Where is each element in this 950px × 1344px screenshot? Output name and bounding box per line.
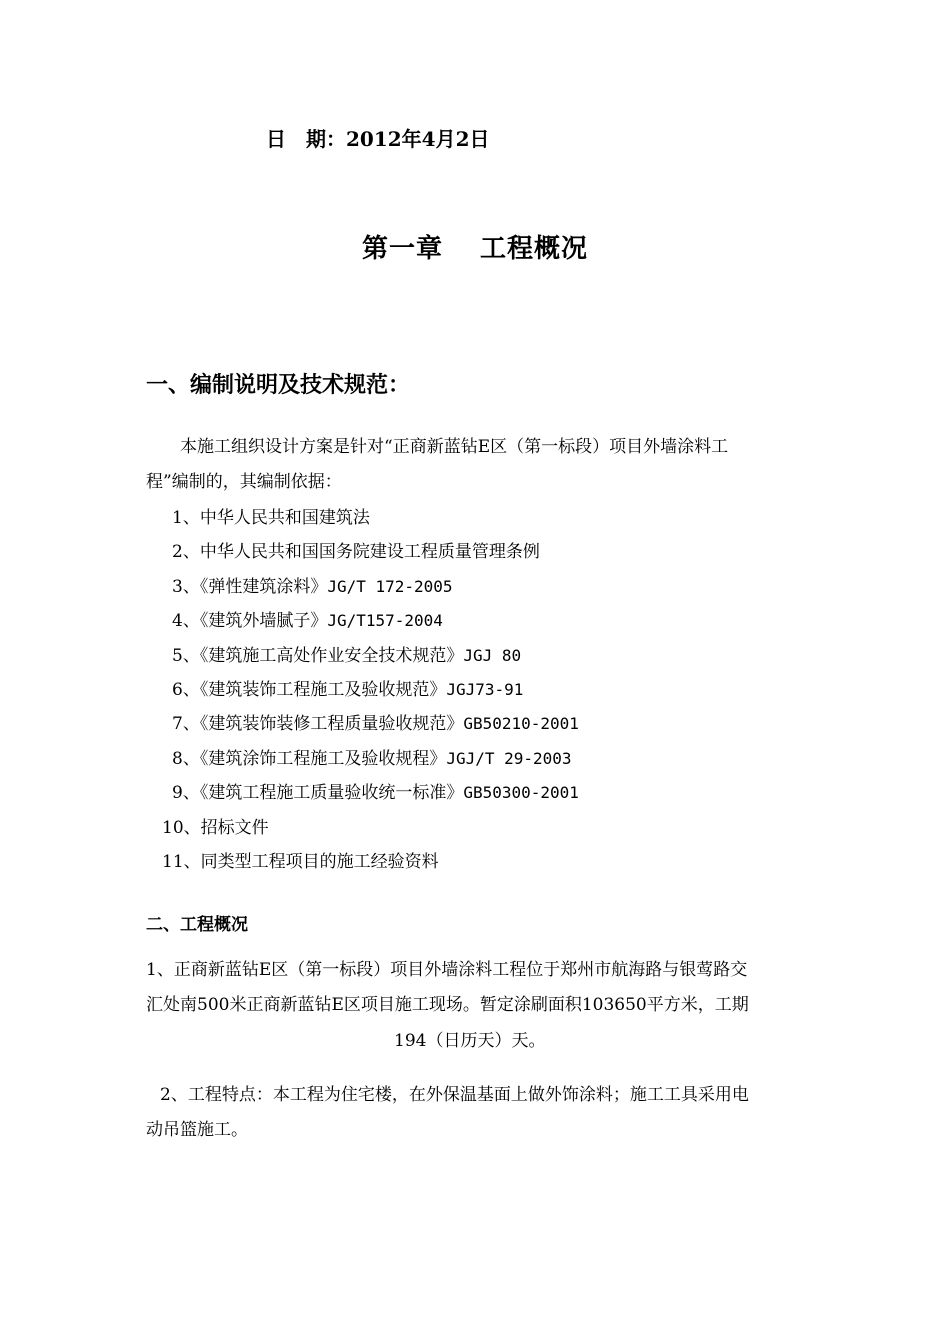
list-item-number: 3、 — [172, 576, 200, 597]
list-item-standard-code: JGJ73-91 — [446, 680, 524, 699]
list-item-number: 9、 — [172, 783, 200, 804]
list-item-number: 6、 — [172, 680, 200, 700]
list-item-standard-code: GB50210-2001 — [463, 714, 579, 734]
list-item-number: 5、 — [172, 645, 200, 666]
chapter-title: 第一章 工程概况 — [361, 234, 589, 264]
intro-line-2: 程”编制的，其编制依据： — [146, 472, 342, 492]
overview-line-1: 1、正商新蓝钻E区（第一标段）项目外墙涂料工程位于郑州市航海路与银莺路交 — [146, 960, 748, 980]
list-item-text: 招标文件 — [200, 817, 269, 838]
section-heading-2: 二、工程概况 — [146, 915, 248, 935]
intro-line-1: 本施工组织设计方案是针对“正商新蓝钻E区（第一标段）项目外墙涂料工 — [180, 437, 729, 457]
list-item — [172, 778, 579, 803]
list-item — [172, 675, 523, 700]
list-item-text: 《建筑涂饰工程施工及验收规程》 — [199, 748, 447, 769]
list-item-number: 8、 — [172, 748, 200, 769]
list-item-number: 11、 — [162, 852, 201, 872]
date-label: 日 期： — [266, 127, 346, 151]
list-item — [172, 503, 370, 528]
list-item-text: 《建筑装饰工程施工及验收规范》 — [199, 680, 447, 700]
overview-line-2: 汇处南500米正商新蓝钻E区项目施工现场。暂定涂刷面积103650平方米，工期 — [146, 995, 749, 1015]
list-item-text: 中华人民共和国建筑法 — [199, 508, 370, 528]
list-item-number: 2、 — [172, 542, 200, 563]
list-item-standard-code: JGJ 80 — [463, 645, 522, 665]
list-item — [172, 537, 540, 562]
date-value: 2012年4月2日 — [346, 127, 490, 151]
list-item — [172, 744, 572, 769]
list-item-text: 《建筑装饰装修工程质量验收规范》 — [199, 714, 464, 735]
list-item — [172, 606, 443, 631]
list-item — [162, 847, 439, 872]
list-item — [172, 709, 579, 734]
list-item-number: 1、 — [172, 508, 200, 528]
list-item-standard-code: JG/T157-2004 — [327, 611, 443, 631]
list-item-standard-code: JG/T 172-2005 — [327, 576, 453, 596]
document-date — [266, 123, 490, 152]
features-line-2: 动吊篮施工。 — [146, 1120, 248, 1140]
list-item-text: 中华人民共和国国务院建设工程质量管理条例 — [199, 542, 540, 563]
list-item-number: 7、 — [172, 714, 200, 735]
list-item-text: 《建筑施工高处作业安全技术规范》 — [199, 645, 464, 666]
list-item-number: 4、 — [172, 611, 200, 632]
list-item-text: 同类型工程项目的施工经验资料 — [200, 852, 439, 872]
list-item-standard-code: JGJ/T 29-2003 — [446, 748, 572, 768]
list-item-text: 《建筑工程施工质量验收统一标准》 — [199, 783, 464, 804]
list-item-number: 10、 — [162, 817, 201, 838]
list-item — [172, 572, 453, 597]
list-item-text: 《建筑外墙腻子》 — [199, 611, 328, 632]
list-item — [162, 813, 269, 838]
features-line-1: 2、工程特点：本工程为住宅楼，在外保温基面上做外饰涂料；施工工具采用电 — [160, 1085, 749, 1105]
section-heading-1: 一、编制说明及技术规范： — [146, 372, 411, 398]
list-item-text: 《弹性建筑涂料》 — [199, 576, 328, 597]
list-item-standard-code: GB50300-2001 — [463, 783, 579, 803]
list-item — [172, 641, 521, 666]
overview-line-3: 194（日历天）天。 — [394, 1031, 546, 1051]
